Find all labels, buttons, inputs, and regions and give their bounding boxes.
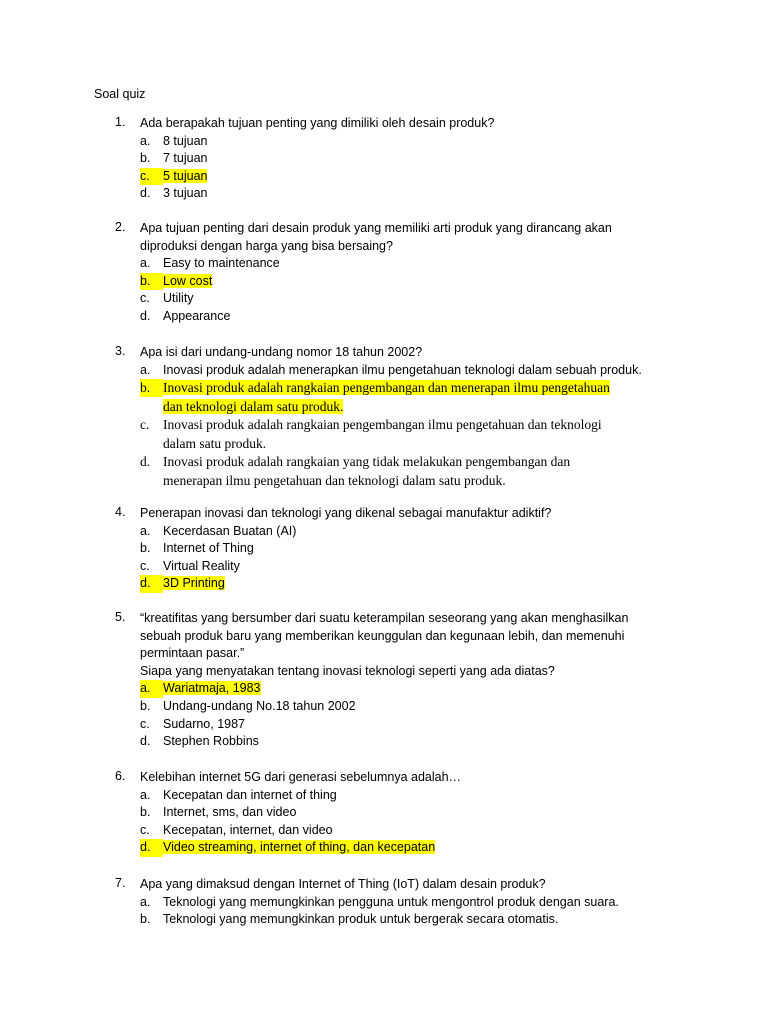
question-text: Siapa yang menyatakan tentang inovasi teknologi seperti yang ada diatas? bbox=[140, 663, 555, 678]
option-text: Internet of Thing bbox=[163, 541, 254, 556]
option-text: 7 tujuan bbox=[163, 151, 208, 166]
answer-option-d bbox=[140, 839, 435, 857]
answer-option-b bbox=[140, 398, 343, 416]
answer-option-c bbox=[140, 716, 245, 734]
answer-option-c bbox=[140, 558, 240, 576]
answer-option-c bbox=[140, 168, 207, 186]
option-text: Inovasi produk adalah rangkaian pengembangan dan menerapan ilmu pengetahuan bbox=[163, 380, 610, 396]
answer-option-b bbox=[140, 540, 254, 558]
option-text: Undang-undang No.18 tahun 2002 bbox=[163, 699, 356, 713]
option-letter: b. bbox=[140, 541, 151, 556]
question-text: diproduksi dengan harga yang bisa bersaing? bbox=[140, 238, 393, 253]
answer-option-d bbox=[140, 308, 230, 326]
question-number: 3. bbox=[115, 344, 126, 358]
option-letter: b. bbox=[140, 912, 151, 927]
option-letter: d. bbox=[140, 186, 151, 201]
answer-option-b bbox=[140, 804, 296, 822]
option-text: 5 tujuan bbox=[163, 168, 208, 183]
question-text: Penerapan inovasi dan teknologi yang dikenal sebagai manufaktur adiktif? bbox=[140, 506, 552, 520]
option-letter: c. bbox=[140, 417, 150, 433]
option-text: Teknologi yang memungkinkan pengguna untuk mengontrol produk dengan suara. bbox=[163, 894, 619, 909]
answer-option-b bbox=[140, 150, 207, 168]
answer-option-a bbox=[140, 523, 296, 541]
option-text: Kecepatan, internet, dan video bbox=[163, 822, 333, 837]
option-text: Appearance bbox=[163, 309, 231, 323]
answer-option-c bbox=[140, 290, 194, 308]
question-number: 5. bbox=[115, 610, 126, 624]
option-letter: b. bbox=[140, 699, 151, 713]
question-number: 6. bbox=[115, 769, 126, 783]
option-letter: a. bbox=[140, 680, 163, 698]
question-number: 7. bbox=[115, 876, 126, 890]
answer-option-d bbox=[140, 733, 259, 751]
option-letter: b. bbox=[140, 379, 163, 397]
option-text: Inovasi produk adalah menerapkan ilmu pengetahuan teknologi dalam sebuah produk. bbox=[163, 362, 642, 377]
question-text: permintaan pasar.” bbox=[140, 646, 245, 661]
option-text: Kecerdasan Buatan (AI) bbox=[163, 523, 297, 538]
answer-option-a bbox=[140, 787, 337, 805]
answer-option-d bbox=[140, 575, 225, 593]
option-letter: d. bbox=[140, 575, 163, 593]
option-text: menerapan ilmu pengetahuan dan teknologi dalam satu produk. bbox=[163, 472, 506, 488]
option-letter: b. bbox=[140, 151, 151, 166]
option-text: Low cost bbox=[163, 273, 213, 288]
question-text: Kelebihan internet 5G dari generasi sebelumnya adalah… bbox=[140, 770, 462, 784]
option-letter: a. bbox=[140, 133, 151, 148]
option-letter: d. bbox=[140, 309, 151, 323]
option-letter: a. bbox=[140, 894, 151, 909]
option-text: Teknologi yang memungkinkan produk untuk bergerak secara otomatis. bbox=[163, 912, 559, 927]
page-title: Soal quiz bbox=[94, 87, 146, 101]
option-letter: d. bbox=[140, 454, 151, 470]
option-text: Wariatmaja, 1983 bbox=[163, 681, 261, 696]
option-letter: a. bbox=[140, 523, 151, 538]
answer-option-b bbox=[140, 273, 212, 291]
option-text: Virtual Reality bbox=[163, 558, 240, 573]
option-text: Stephen Robbins bbox=[163, 734, 259, 749]
option-text: Utility bbox=[163, 291, 194, 306]
answer-option-d bbox=[140, 185, 207, 203]
question-text: “kreatifitas yang bersumber dari suatu keterampilan seseorang yang akan menghasilkan bbox=[140, 611, 629, 625]
option-letter: b. bbox=[140, 805, 151, 820]
answer-option-a bbox=[140, 133, 207, 151]
option-letter: c. bbox=[140, 168, 163, 186]
option-letter: b. bbox=[140, 273, 163, 291]
option-letter: a. bbox=[140, 787, 151, 802]
answer-option-a bbox=[140, 894, 619, 912]
option-text: Easy to maintenance bbox=[163, 256, 280, 271]
answer-option-b bbox=[140, 698, 356, 716]
answer-option-a bbox=[140, 680, 261, 698]
answer-option-a bbox=[140, 255, 280, 273]
option-letter: c. bbox=[140, 822, 150, 837]
option-letter: d. bbox=[140, 839, 163, 857]
option-text: dan teknologi dalam satu produk. bbox=[163, 398, 344, 414]
question-text: Apa tujuan penting dari desain produk yang memiliki arti produk yang dirancang akan bbox=[140, 221, 612, 235]
question-text: sebuah produk baru yang memberikan keunggulan dan kegunaan lebih, dan memenuhi bbox=[140, 628, 625, 643]
answer-option-d bbox=[140, 453, 570, 471]
answer-option-b bbox=[140, 379, 610, 397]
option-text: Inovasi produk adalah rangkaian yang tidak melakukan pengembangan dan bbox=[163, 454, 571, 470]
option-text: Sudarno, 1987 bbox=[163, 716, 246, 731]
question-text: Ada berapakah tujuan penting yang dimiliki oleh desain produk? bbox=[140, 116, 495, 130]
option-letter: a. bbox=[140, 256, 151, 271]
option-text: dalam satu produk. bbox=[163, 435, 267, 451]
answer-option-a bbox=[140, 362, 642, 380]
option-text: Internet, sms, dan video bbox=[163, 805, 297, 820]
option-letter: c. bbox=[140, 716, 150, 731]
answer-option-d bbox=[140, 472, 506, 490]
option-letter: c. bbox=[140, 558, 150, 573]
option-text: Inovasi produk adalah rangkaian pengembangan ilmu pengetahuan dan teknologi bbox=[163, 417, 602, 433]
option-text: 8 tujuan bbox=[163, 133, 208, 148]
answer-option-c bbox=[140, 416, 602, 434]
option-letter: a. bbox=[140, 362, 151, 377]
answer-option-c bbox=[140, 435, 266, 453]
option-text: Video streaming, internet of thing, dan kecepatan bbox=[163, 840, 436, 855]
answer-option-c bbox=[140, 822, 333, 840]
option-text: 3D Printing bbox=[163, 576, 225, 591]
option-letter: c. bbox=[140, 291, 150, 306]
question-number: 2. bbox=[115, 220, 126, 234]
option-text: Kecepatan dan internet of thing bbox=[163, 787, 337, 802]
question-text: Apa isi dari undang-undang nomor 18 tahun 2002? bbox=[140, 345, 423, 359]
option-text: 3 tujuan bbox=[163, 186, 208, 201]
question-number: 1. bbox=[115, 115, 126, 129]
question-number: 4. bbox=[115, 505, 126, 519]
option-letter: d. bbox=[140, 734, 151, 749]
question-text: Apa yang dimaksud dengan Internet of Thing (IoT) dalam desain produk? bbox=[140, 877, 546, 891]
answer-option-b bbox=[140, 911, 558, 929]
